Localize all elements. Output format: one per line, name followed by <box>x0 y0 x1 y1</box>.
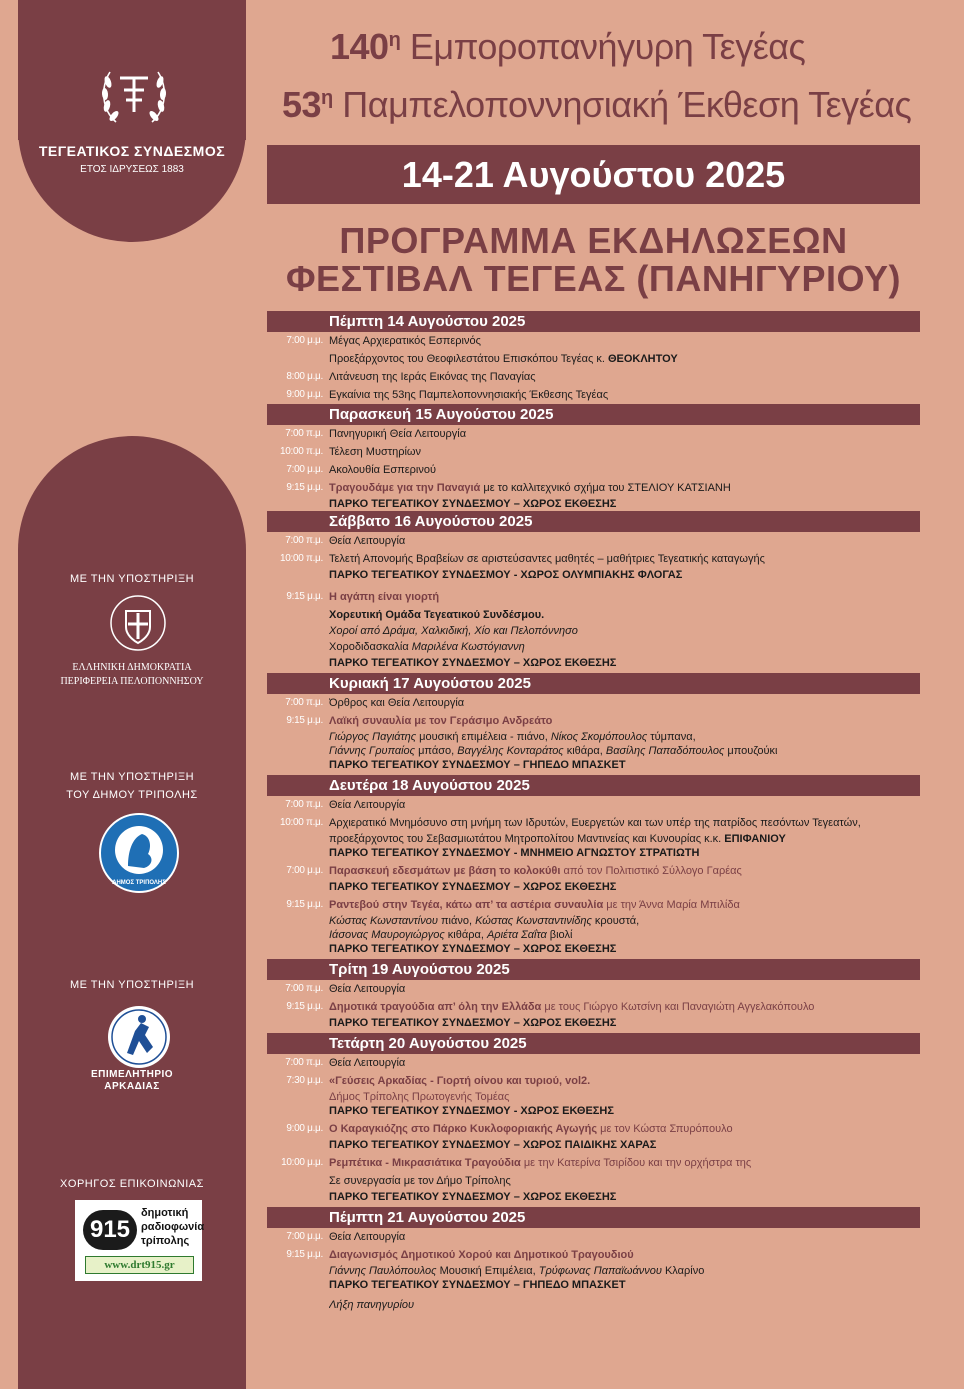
event-row <box>267 350 920 368</box>
event-row <box>267 332 920 350</box>
venue-row <box>267 758 920 772</box>
event-title: Διαγωνισμός Δημοτικού Χορού και Δημοτικού Τραγουδιού <box>329 1249 634 1261</box>
event-time: 9:00 μ.μ. <box>286 1123 323 1134</box>
event-dates-banner: 14-21 Αυγούστου 2025 <box>267 145 920 204</box>
event-row <box>267 814 920 832</box>
event-desc: κιθάρα, <box>563 745 606 757</box>
event-desc: Γιάννης Παυλόπουλος <box>329 1265 437 1277</box>
event-row <box>267 368 920 386</box>
event-time: 9:15 μ.μ. <box>286 715 323 726</box>
event-desc: μπάσο, <box>415 745 458 757</box>
day-header: Τρίτη 19 Αυγούστου 2025 <box>267 959 920 980</box>
title1-text: Εμποροπανήγυρη Τεγέας <box>409 26 806 67</box>
event-desc: Μουσική Επιμέλεια, <box>436 1265 539 1277</box>
venue-row <box>267 1278 920 1292</box>
event-desc: Μέγας Αρχιερατικός Εσπερινός <box>329 335 481 347</box>
event-row <box>267 744 920 758</box>
event-desc: κιθάρα, <box>444 929 487 941</box>
event-desc: με την Κατερίνα Τσιρίδου και την ορχήστρα της <box>520 1157 752 1169</box>
venue-row <box>267 656 920 670</box>
event-title: Η αγάπη είναι γιορτή <box>329 591 440 603</box>
event-row <box>267 1090 920 1104</box>
event-row <box>267 386 920 404</box>
title2-sup: η <box>321 87 333 109</box>
title1-num: 140 <box>330 26 389 67</box>
event-time: 7:00 π.μ. <box>285 799 323 810</box>
event-desc: Τελετή Απονομής Βραβείων σε αριστεύσαντες μαθητές – μαθήτριες Τεγεατικής καταγωγής <box>329 553 765 565</box>
support-label: ΜΕ ΤΗΝ ΥΠΟΣΤΗΡΙΞΗ <box>69 573 195 585</box>
event-desc: Θεία Λειτουργία <box>329 535 406 547</box>
event-time: 7:00 π.μ. <box>285 535 323 546</box>
event-venue: ΠΑΡΚΟ ΤΕΓΕΑΤΙΚΟΥ ΣΥΝΔΕΣΜΟΥ – ΓΗΠΕΔΟ ΜΠΑΣΚΕΤ <box>329 1279 626 1291</box>
event-time: 7:00 π.μ. <box>285 428 323 439</box>
event-row <box>267 1072 920 1090</box>
event-desc: Θεία Λειτουργία <box>329 983 406 995</box>
event-row <box>267 425 920 443</box>
day-header: Σάββατο 16 Αυγούστου 2025 <box>267 511 920 532</box>
venue-row <box>267 568 920 582</box>
event-title: Λαϊκή συναυλία με τον Γεράσιμο Ανδρεάτο <box>329 715 553 727</box>
event-row <box>267 461 920 479</box>
event-venue: ΠΑΡΚΟ ΤΕΓΕΑΤΙΚΟΥ ΣΥΝΔΕΣΜΟΥ – ΧΩΡΟΣ ΕΚΘΕΣΗΣ <box>329 1191 617 1203</box>
venue-row <box>267 1016 920 1030</box>
event-row <box>267 1054 920 1072</box>
event-desc: Ιάσονας Μαυρογιώργος <box>329 929 445 941</box>
event-time: 9:15 μ.μ. <box>286 591 323 602</box>
event-title: Παρασκευή εδεσμάτων με βάση το κολοκύθι <box>329 865 561 877</box>
event-venue: ΠΑΡΚΟ ΤΕΓΕΑΤΙΚΟΥ ΣΥΝΔΕΣΜΟΥ - ΧΩΡΟΣ ΕΚΘΕΣΗΣ <box>329 1105 614 1117</box>
event-time: 7:00 μ.μ. <box>286 335 323 346</box>
event-row <box>267 1120 920 1138</box>
event-row <box>267 1246 920 1264</box>
event-row <box>267 980 920 998</box>
event-row <box>267 624 920 638</box>
event-desc: Κλαρίνο <box>661 1265 705 1277</box>
radio-logo-number: 915 <box>83 1210 137 1250</box>
event-desc: Αρχιερατικό Μνημόσυνο στη μνήμη των Ιδρυτών, Ευεργετών και των υπέρ της πατρίδος πεσόντων Τεγεατών, <box>329 817 861 829</box>
event-row <box>267 832 920 846</box>
event-time: 8:00 μ.μ. <box>286 371 323 382</box>
event-row <box>267 1296 920 1314</box>
event-venue: ΠΑΡΚΟ ΤΕΓΕΑΤΙΚΟΥ ΣΥΝΔΕΣΜΟΥ - ΧΩΡΟΣ ΟΛΥΜΠΙΑΚΗΣ ΦΛΟΓΑΣ <box>329 569 683 581</box>
event-desc: Χοροί από Δράμα, Χαλκιδική, Χίο και Πελοπόννησο <box>329 625 578 637</box>
event-title: «Γεύσεις Αρκαδίας - Γιορτή οίνου και τυριού, vol2. <box>329 1075 591 1087</box>
event-time: 9:15 μ.μ. <box>286 482 323 493</box>
event-venue: ΠΑΡΚΟ ΤΕΓΕΑΤΙΚΟΥ ΣΥΝΔΕΣΜΟΥ – ΧΩΡΟΣ ΠΑΙΔΙΚΗΣ ΧΑΡΑΣ <box>329 1139 657 1151</box>
event-desc: από τον Πολιτιστικό Σύλλογο Γαρέας <box>560 865 742 877</box>
event-title: Τραγουδάμε για την Παναγιά <box>329 482 481 494</box>
event-desc: Αριέτα Σαΐτα <box>486 929 547 941</box>
event-venue: ΠΑΡΚΟ ΤΕΓΕΑΤΙΚΟΥ ΣΥΝΔΕΣΜΟΥ – ΧΩΡΟΣ ΕΚΘΕΣΗΣ <box>329 943 617 955</box>
event-time: 7:30 μ.μ. <box>286 1075 323 1086</box>
event-row <box>267 550 920 568</box>
event-row <box>267 914 920 928</box>
event-desc: Κώστας Κωνσταντίνου <box>329 915 438 927</box>
venue-row <box>267 942 920 956</box>
event-desc: προεξάρχοντος του Σεβασμιωτάτου Μητροπολίτου Μαντινείας και Κυνουρίας κ.κ. <box>329 833 725 845</box>
event-venue: ΠΑΡΚΟ ΤΕΓΕΑΤΙΚΟΥ ΣΥΝΔΕΣΜΟΥ – ΧΩΡΟΣ ΕΚΘΕΣΗΣ <box>329 657 617 669</box>
event-desc: Γιώργος Παγιάτης <box>329 731 417 743</box>
event-desc: τύμπανα, <box>647 731 696 743</box>
event-desc: Χοροδιδασκαλία <box>329 641 412 653</box>
event-desc: Χορευτική Ομάδα Τεγεατικού Συνδέσμου. <box>329 609 545 621</box>
event-row <box>267 532 920 550</box>
support-label: ΜΕ ΤΗΝ ΥΠΟΣΤΗΡΙΞΗ <box>69 771 195 783</box>
event-title: Ραντεβού στην Τεγέα, κάτω απ’ τα αστέρια συναυλία <box>329 899 604 911</box>
event-row <box>267 928 920 942</box>
program-title-line2: ΦΕΣΤΙΒΑΛ ΤΕΓΕΑΣ (ΠΑΝΗΓΥΡΙΟΥ) <box>285 258 902 299</box>
event-time: 7:00 μ.μ. <box>286 865 323 876</box>
event-desc: κρουστά, <box>591 915 640 927</box>
event-time: 10:00 π.μ. <box>279 817 323 828</box>
exhibition-title <box>282 84 922 126</box>
event-time: 10:00 μ.μ. <box>281 1157 323 1168</box>
event-desc: Τέλεση Μυστηρίων <box>329 446 422 458</box>
event-desc: Εγκαίνια της 53ης Παμπελοποννησιακής Έκθεσης Τεγέας <box>329 389 609 401</box>
event-desc: Πανηγυρική Θεία Λειτουργία <box>329 428 467 440</box>
radio-logo-line2: ραδιοφωνία <box>141 1221 205 1233</box>
event-desc: Σε συνεργασία με τον Δήμο Τρίπολης <box>329 1175 511 1187</box>
event-desc: με τον Κώστα Σπυρόπουλο <box>597 1123 733 1135</box>
day-header: Παρασκευή 15 Αυγούστου 2025 <box>267 404 920 425</box>
event-row <box>267 730 920 744</box>
radio-logo-line1: δημοτική <box>141 1207 189 1219</box>
event-row <box>267 443 920 461</box>
program-schedule <box>267 311 920 1314</box>
event-time: 7:00 π.μ. <box>285 697 323 708</box>
event-desc: μουσική επιμέλεια - πιάνο, <box>416 731 551 743</box>
event-venue: ΠΑΡΚΟ ΤΕΓΕΑΤΙΚΟΥ ΣΥΝΔΕΣΜΟΥ – ΧΩΡΟΣ ΕΚΘΕΣΗΣ <box>329 498 617 510</box>
event-row <box>267 796 920 814</box>
event-desc: Δήμος Τρίπολης Πρωτογενής Τομέας <box>329 1091 510 1103</box>
venue-row <box>267 1104 920 1118</box>
tegea-association-logo <box>96 56 172 132</box>
region-line2: ΠΕΡΙΦΕΡΕΙΑ ΠΕΛΟΠΟΝΝΗΣΟΥ <box>60 676 204 687</box>
event-venue: ΠΑΡΚΟ ΤΕΓΕΑΤΙΚΟΥ ΣΥΝΔΕΣΜΟΥ – ΧΩΡΟΣ ΕΚΘΕΣΗΣ <box>329 1017 617 1029</box>
radio-logo-line3: τρίπολης <box>141 1235 190 1247</box>
day-header: Πέμπτη 21 Αυγούστου 2025 <box>267 1207 920 1228</box>
event-row <box>267 1154 920 1172</box>
event-desc: Μαριλένα Κωστόγιαννη <box>411 641 525 653</box>
event-time: 9:15 μ.μ. <box>286 1001 323 1012</box>
event-title: Ρεμπέτικα - Μικρασιάτικα Τραγούδια <box>329 1157 521 1169</box>
chamber-line2: ΑΡΚΑΔΙΑΣ <box>104 1081 160 1092</box>
day-header: Τετάρτη 20 Αυγούστου 2025 <box>267 1033 920 1054</box>
day-header: Κυριακή 17 Αυγούστου 2025 <box>267 673 920 694</box>
org-founded: ΕΤΟΣ ΙΔΡΥΣΕΩΣ 1883 <box>80 164 184 175</box>
event-row <box>267 694 920 712</box>
media-sponsor-label: ΧΟΡΗΓΟΣ ΕΠΙΚΟΙΝΩΝΙΑΣ <box>60 1178 204 1190</box>
event-desc: Θεία Λειτουργία <box>329 1057 406 1069</box>
event-desc: πιάνο, <box>437 915 476 927</box>
event-desc: Νίκος Σκομόπουλος <box>550 731 648 743</box>
event-row <box>267 1264 920 1278</box>
program-title <box>267 222 920 298</box>
event-desc: Προεξάρχοντος του Θεοφιλεστάτου Επισκόπου Τεγέας κ. <box>329 353 608 365</box>
event-desc: Βαγγέλης Κονταράτος <box>457 745 564 757</box>
event-desc: Θεία Λειτουργία <box>329 1231 406 1243</box>
event-time: 7:00 μ.μ. <box>286 464 323 475</box>
event-row <box>267 1172 920 1190</box>
event-desc: Θεία Λειτουργία <box>329 799 406 811</box>
event-time: 7:00 π.μ. <box>285 1057 323 1068</box>
greek-republic-emblem-icon <box>108 593 168 653</box>
event-desc: Ακολουθία Εσπερινού <box>329 464 437 476</box>
org-name: ΤΕΓΕΑΤΙΚΟΣ ΣΥΝΔΕΣΜΟΣ <box>38 143 226 159</box>
event-row <box>267 588 920 606</box>
event-row <box>267 479 920 497</box>
title2-text: Παμπελοποννησιακή Έκθεση Τεγέας <box>342 84 912 125</box>
event-desc: Λιτάνευση της Ιεράς Εικόνας της Παναγίας <box>329 371 536 383</box>
event-time: 9:00 μ.μ. <box>286 389 323 400</box>
event-time: 9:15 μ.μ. <box>286 899 323 910</box>
event-desc: βιολί <box>546 929 573 941</box>
day-header: Δευτέρα 18 Αυγούστου 2025 <box>267 775 920 796</box>
event-row <box>267 998 920 1016</box>
event-desc: Κώστας Κωνσταντινίδης <box>475 915 592 927</box>
chamber-line1: ΕΠΙΜΕΛΗΤΗΡΙΟ <box>90 1069 174 1080</box>
event-desc: Όρθρος και Θεία Λειτουργία <box>329 697 465 709</box>
event-row <box>267 606 920 624</box>
support-label: ΜΕ ΤΗΝ ΥΠΟΣΤΗΡΙΞΗ <box>69 979 195 991</box>
venue-row <box>267 1138 920 1152</box>
radio-url: www.drt915.gr <box>85 1256 194 1274</box>
event-desc: με την Άννα Μαρία Μπιλίδα <box>603 899 740 911</box>
region-line1: ΕΛΛΗΝΙΚΗ ΔΗΜΟΚΡΑΤΙΑ <box>72 662 192 673</box>
festival-end: Λήξη πανηγυρίου <box>329 1299 415 1311</box>
event-title: Δημοτικά τραγούδια απ’ όλη την Ελλάδα <box>329 1001 542 1013</box>
event-venue: ΠΑΡΚΟ ΤΕΓΕΑΤΙΚΟΥ ΣΥΝΔΕΣΜΟΥ - ΜΝΗΜΕΙΟ ΑΓΝΩΣΤΟΥ ΣΤΡΑΤΙΩΤΗ <box>329 847 700 859</box>
venue-row <box>267 846 920 860</box>
day-header: Πέμπτη 14 Αυγούστου 2025 <box>267 311 920 332</box>
event-time: 10:00 π.μ. <box>279 446 323 457</box>
fair-title <box>330 26 890 68</box>
event-venue: ΠΑΡΚΟ ΤΕΓΕΑΤΙΚΟΥ ΣΥΝΔΕΣΜΟΥ – ΓΗΠΕΔΟ ΜΠΑΣΚΕΤ <box>329 759 626 771</box>
title2-num: 53 <box>282 84 322 125</box>
title1-sup: η <box>388 29 401 51</box>
event-row <box>267 712 920 730</box>
event-row <box>267 1228 920 1246</box>
arcadia-chamber-logo <box>105 1003 173 1071</box>
event-time: 10:00 π.μ. <box>279 553 323 564</box>
event-desc: Γιάννης Γρυπαίος <box>329 745 416 757</box>
event-time: 9:15 μ.μ. <box>286 1249 323 1260</box>
event-desc: με το καλλιτεχνικό σχήμα του ΣΤΕΛΙΟΥ ΚΑΤΣΙΑΝΗ <box>480 482 731 494</box>
event-desc: μπουζούκι <box>724 745 778 757</box>
event-desc: με τους Γιώργο Κωτσίνη και Παναγιώτη Αγγελακόπουλο <box>541 1001 815 1013</box>
event-row <box>267 638 920 656</box>
event-desc: ΕΠΙΦΑΝΙΟΥ <box>724 833 786 845</box>
tripoli-municipality-logo <box>98 812 180 894</box>
event-time: 7:00 μ.μ. <box>286 1231 323 1242</box>
event-time: 7:00 π.μ. <box>285 983 323 994</box>
event-desc: Βασίλης Παπαδόπουλος <box>605 745 725 757</box>
event-desc: Τρύφωνας Παπαϊωάννου <box>538 1265 662 1277</box>
support-label: ΤΟΥ ΔΗΜΟΥ ΤΡΙΠΟΛΗΣ <box>66 789 198 801</box>
radio-sponsor-logo <box>75 1200 205 1281</box>
municipality-logo-text: ΔΗΜΟΣ ΤΡΙΠΟΛΗΣ <box>112 880 166 886</box>
event-row <box>267 862 920 880</box>
venue-row <box>267 1190 920 1204</box>
venue-row <box>267 497 920 511</box>
program-title-line1: ΠΡΟΓΡΑΜΜΑ ΕΚΔΗΛΩΣΕΩΝ <box>339 220 848 261</box>
venue-row <box>267 880 920 894</box>
event-title: Ο Καραγκιόζης στο Πάρκο Κυκλοφοριακής Αγωγής <box>329 1123 598 1135</box>
event-desc: ΘΕΟΚΛΗΤΟΥ <box>607 353 678 365</box>
event-row <box>267 896 920 914</box>
event-venue: ΠΑΡΚΟ ΤΕΓΕΑΤΙΚΟΥ ΣΥΝΔΕΣΜΟΥ – ΧΩΡΟΣ ΕΚΘΕΣΗΣ <box>329 881 617 893</box>
